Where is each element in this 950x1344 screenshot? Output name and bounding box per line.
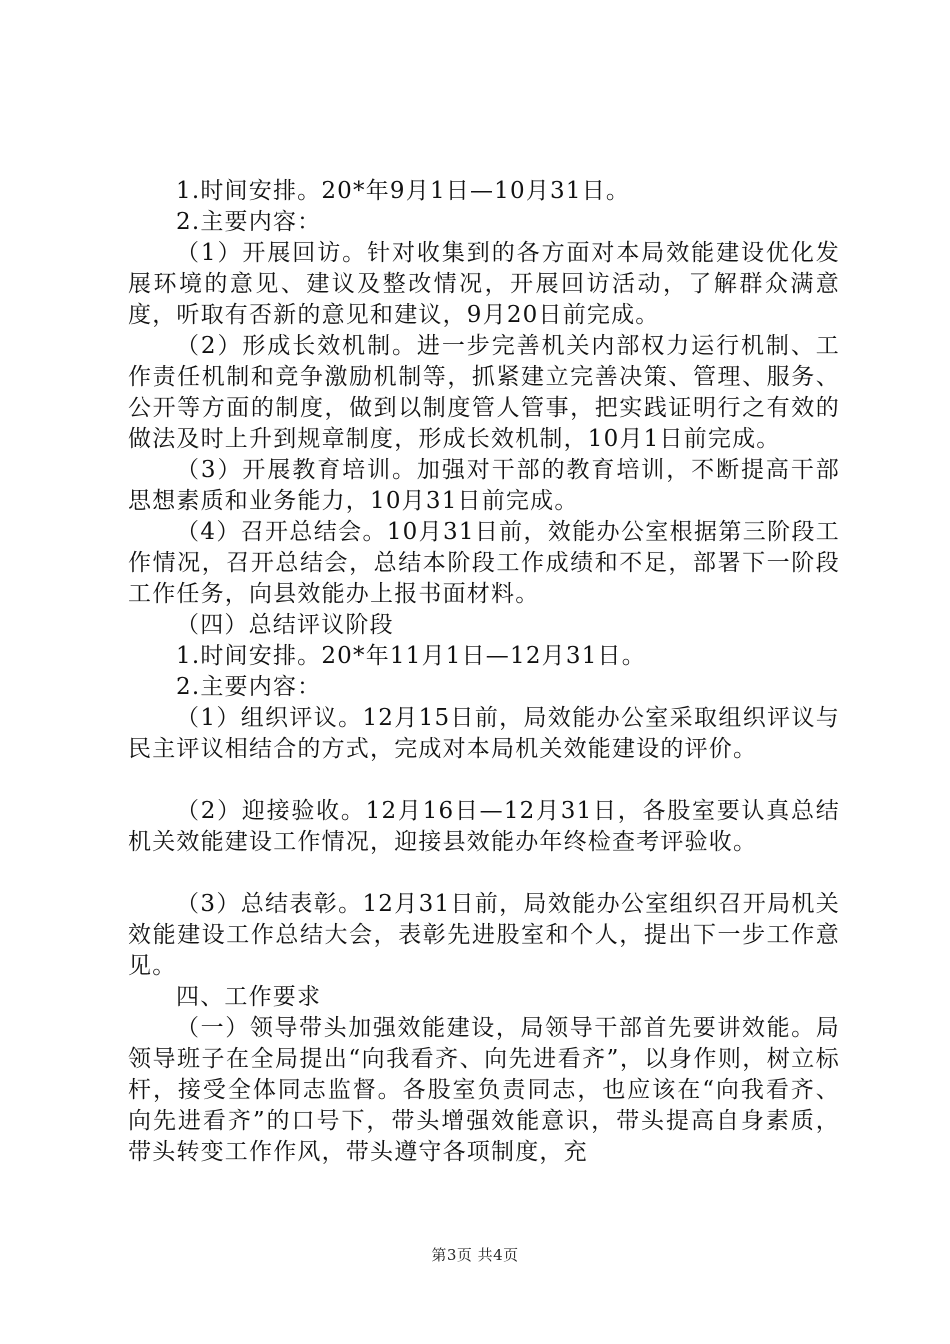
paragraph-leadership: （一）领导带头加强效能建设，局领导干部首先要讲效能。局领导班子在全局提出“向我看齐、向先进看齐”，以身作则，树立标杆，接受全体同志监督。各股室负责同志，也应该在“向我看齐、向先进看齐”的口号下，带头增强效能意识，带头提高自身素质，带头转变工作作风，带头遵守各项制度，充 xyxy=(128,1015,840,1165)
paragraph-revisit: （1）开展回访。针对收集到的各方面对本局效能建设优化发展环境的意见、建议及整改情况，开展回访活动，了解群众满意度，听取有否新的意见和建议，9月20日前完成。 xyxy=(128,240,840,328)
paragraph-time-schedule-3: 1.时间安排。20*年9月1日—10月31日。 xyxy=(176,178,631,204)
section-heading-work-requirements: 四、工作要求 xyxy=(176,984,322,1010)
section-heading-summary-stage: （四）总结评议阶段 xyxy=(176,612,394,638)
paragraph-acceptance: （2）迎接验收。12月16日—12月31日，各股室要认真总结机关效能建设工作情况，迎接县效能办年终检查考评验收。 xyxy=(128,798,840,855)
paragraph-summary-meeting: （4）召开总结会。10月31日前，效能办公室根据第三阶段工作情况，召开总结会，总结本阶段工作成绩和不足，部署下一阶段工作任务，向县效能办上报书面材料。 xyxy=(128,519,840,607)
paragraph-long-term-mechanism: （2）形成长效机制。进一步完善机关内部权力运行机制、工作责任机制和竞争激励机制等，抓紧建立完善决策、管理、服务、公开等方面的制度，做到以制度管人管事，把实践证明行之有效的做法及时上升到规章制度，形成长效机制，10月1日前完成。 xyxy=(128,333,840,452)
document-body xyxy=(128,176,840,1168)
paragraph-organize-review: （1）组织评议。12月15日前，局效能办公室采取组织评议与民主评议相结合的方式，完成对本局机关效能建设的评价。 xyxy=(128,705,840,762)
paragraph-time-schedule-4: 1.时间安排。20*年11月1日—12月31日。 xyxy=(176,643,646,669)
paragraph-main-content-3: 2.主要内容： xyxy=(176,209,322,235)
paragraph-commendation: （3）总结表彰。12月31日前，局效能办公室组织召开局机关效能建设工作总结大会，表彰先进股室和个人，提出下一步工作意见。 xyxy=(128,891,840,979)
paragraph-education-training: （3）开展教育培训。加强对干部的教育培训，不断提高干部思想素质和业务能力，10月31日前完成。 xyxy=(128,457,840,514)
paragraph-main-content-4: 2.主要内容： xyxy=(176,674,322,700)
page-number-footer: 第3页 共4页 xyxy=(431,1246,519,1264)
